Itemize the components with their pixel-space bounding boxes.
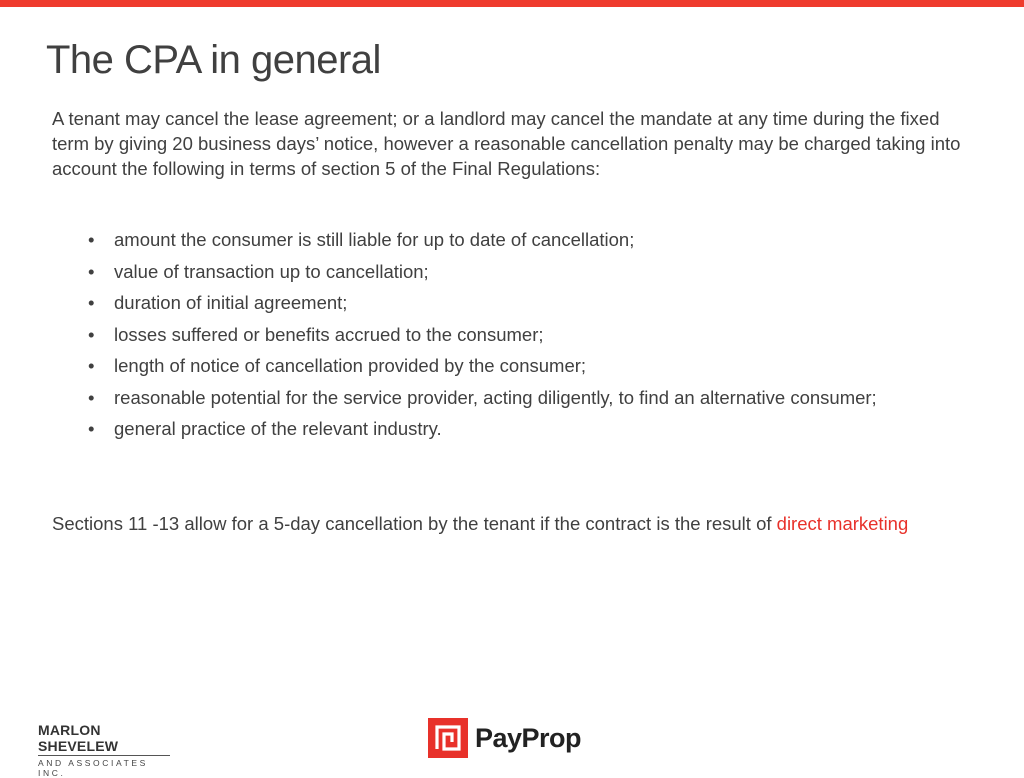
- bullet-item: [88, 227, 928, 252]
- bullet-list: [88, 227, 928, 448]
- slide-title: The CPA in general: [46, 38, 381, 82]
- direct-marketing-highlight: direct marketing: [776, 513, 909, 534]
- bullet-marker: •: [88, 229, 95, 250]
- msa-logo-name: MARLON SHEVELEW: [38, 722, 119, 754]
- payprop-logo-name: PayProp: [475, 722, 582, 753]
- bullet-marker: •: [88, 323, 95, 345]
- bullet-marker: •: [88, 355, 95, 376]
- bullet-text: duration of initial agreement;: [114, 292, 348, 313]
- bullet-marker: •: [88, 418, 95, 439]
- top-accent-bar: [0, 0, 1024, 7]
- bullet-item: [88, 259, 928, 284]
- bullet-item: [88, 416, 928, 441]
- bullet-text: length of notice of cancellation provided by the consumer;: [114, 355, 587, 376]
- bullet-item: [88, 322, 928, 347]
- outro-text: Sections 11 -13 allow for a 5-day cancellation by the tenant if the contract is the result of: [52, 513, 777, 534]
- bullet-marker: •: [88, 292, 95, 313]
- bullet-text: amount the consumer is still liable for up to date of cancellation;: [114, 229, 635, 250]
- bullet-text: value of transaction up to cancellation;: [114, 260, 429, 282]
- outro-paragraph: [52, 511, 952, 536]
- intro-paragraph: A tenant may cancel the lease agreement; or a landlord may cancel the mandate at any time during the fixed term by giving 20 business days’ notice, however a reasonable cancellation penalty may be charged taking into account the following in terms of section 5 of the Final Regulations:: [52, 108, 961, 179]
- bullet-marker: •: [88, 386, 95, 408]
- bullet-item: [88, 385, 928, 410]
- msa-logo-subtitle: AND ASSOCIATES INC.: [38, 758, 148, 778]
- marlon-shevelew-logo: [38, 722, 178, 778]
- payprop-logo-icon: [428, 718, 468, 758]
- bullet-marker: •: [88, 260, 95, 282]
- bullet-item: [88, 290, 928, 315]
- bullet-text: reasonable potential for the service provider, acting diligently, to find an alternative consumer;: [114, 386, 877, 408]
- bullet-text: general practice of the relevant industry.: [114, 418, 442, 439]
- msa-logo-divider: [38, 755, 170, 756]
- bullet-text: losses suffered or benefits accrued to the consumer;: [114, 323, 544, 345]
- payprop-logo: [428, 718, 581, 758]
- bullet-item: [88, 353, 928, 378]
